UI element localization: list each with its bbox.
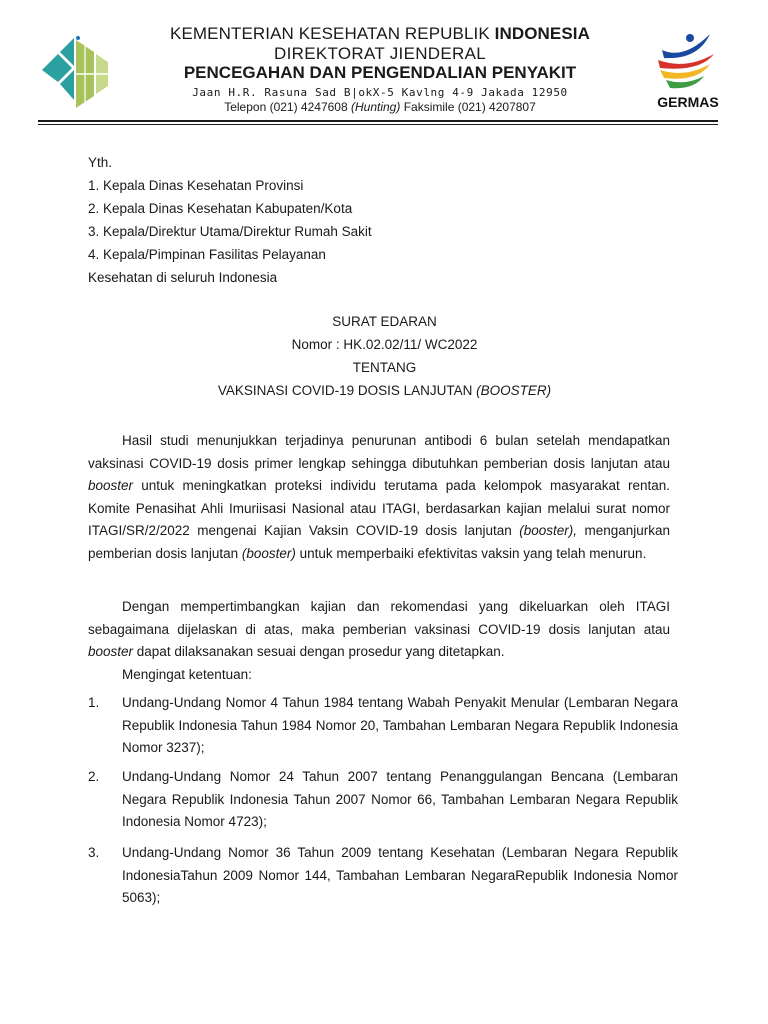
- list-item: [88, 842, 678, 910]
- addressee-line: 4. Kepala/Pimpinan Fasilitas Pelayanan: [88, 247, 326, 262]
- letterhead-rule-thin: [38, 124, 718, 125]
- subject-topic: VAKSINASI COVID-19 DOSIS LANJUTAN (BOOSTER): [217, 383, 552, 398]
- list-item-text: Undang-Undang Nomor 24 Tahun 2007 tentang Penanggulangan Bencana (Lembaran Negara Republik Indonesia Tahun 2007 Nomor 66, Tambahan Lembaran Negara Republik Indonesia Nomor 4723);: [122, 769, 678, 830]
- directorate-name: PENCEGAHAN DAN PENGENDALIAN PENYAKIT: [183, 63, 577, 82]
- paragraph-2: Dengan mempertimbangkan kajian dan rekomendasi yang dikeluarkan oleh ITAGI sebagaimana dijelaskan di atas, maka pemberian vaksinasi COVID-19 dosis lanjutan atau booster dapat dilaksanakan sesuai dengan prosedur yang ditetapkan.: [88, 599, 670, 660]
- ministry-name: KEMENTERIAN KESEHATAN REPUBLIK INDONESIA: [170, 24, 590, 43]
- letterhead: [130, 24, 630, 114]
- list-item: [88, 766, 678, 834]
- letterhead-rule-thick: [38, 120, 718, 122]
- addressee-block: [88, 151, 372, 289]
- considering-heading: Mengingat ketentuan:: [122, 667, 252, 682]
- list-item-text: Undang-Undang Nomor 36 Tahun 2009 tentang Kesehatan (Lembaran Negara Republik IndonesiaTahun 2009 Nomor 144, Tambahan Lembaran NegaraRepublik Indonesia Nomor 5063);: [122, 845, 678, 906]
- document-title: SURAT EDARAN: [332, 314, 437, 329]
- list-item-text: Undang-Undang Nomor 4 Tahun 1984 tentang Wabah Penyakit Menular (Lembaran Negara Republik Indonesia Tahun 1984 Nomor 20, Tambahan Lembaran Negara Republik Indonesia Nomor 3237);: [122, 695, 678, 756]
- list-item: [88, 692, 678, 760]
- document-number: Nomor : HK.02.02/11/ WC2022: [291, 337, 478, 352]
- paragraph-1: Hasil studi menunjukkan terjadinya penurunan antibodi 6 bulan setelah mendapatkan vaksinasi COVID-19 dosis primer lengkap sehingga dibutuhkan pemberian dosis lanjutan atau booster untuk meningkatkan proteksi individu terutama pada kelompok masyarakat rentan. Komite Penasihat Ahli Imuriisasi Nasional atau ITAGI, berdasarkan kajian melalui surat nomor ITAGI/SR/2/2022 mengenai Kajian Vaksin COVID-19 dosis lanjutan (booster), menganjurkan pemberian dosis lanjutan (booster) untuk memperbaiki efektivitas vaksin yang telah menurun.: [88, 433, 671, 561]
- subject-about: TENTANG: [352, 360, 417, 375]
- germas-logo: [648, 30, 728, 114]
- addressee-salutation: Yth.: [88, 155, 113, 170]
- subject-block: [88, 310, 681, 402]
- addressee-line: 3. Kepala/Direktur Utama/Direktur Rumah Sakit: [88, 224, 372, 239]
- addressee-line: 1. Kepala Dinas Kesehatan Provinsi: [88, 178, 304, 193]
- list-item-number: 3.: [88, 845, 100, 860]
- office-address: Jaan H.R. Rasuna Sad B|okX-5 Kavlng 4-9 Jakada 12950: [192, 86, 568, 99]
- germas-label: GERMAS: [657, 94, 719, 110]
- addressee-line: 2. Kepala Dinas Kesehatan Kabupaten/Kota: [88, 201, 353, 216]
- addressee-line: Kesehatan di seluruh Indonesia: [88, 270, 278, 285]
- list-item-number: 1.: [88, 695, 100, 710]
- directorate-general: DIREKTORAT JIENDERAL: [274, 44, 486, 63]
- list-item-number: 2.: [88, 769, 100, 784]
- contact-numbers: Telepon (021) 4247608 (Hunting) Faksimile (021) 4207807: [224, 100, 536, 114]
- kemenkes-logo: [38, 34, 118, 114]
